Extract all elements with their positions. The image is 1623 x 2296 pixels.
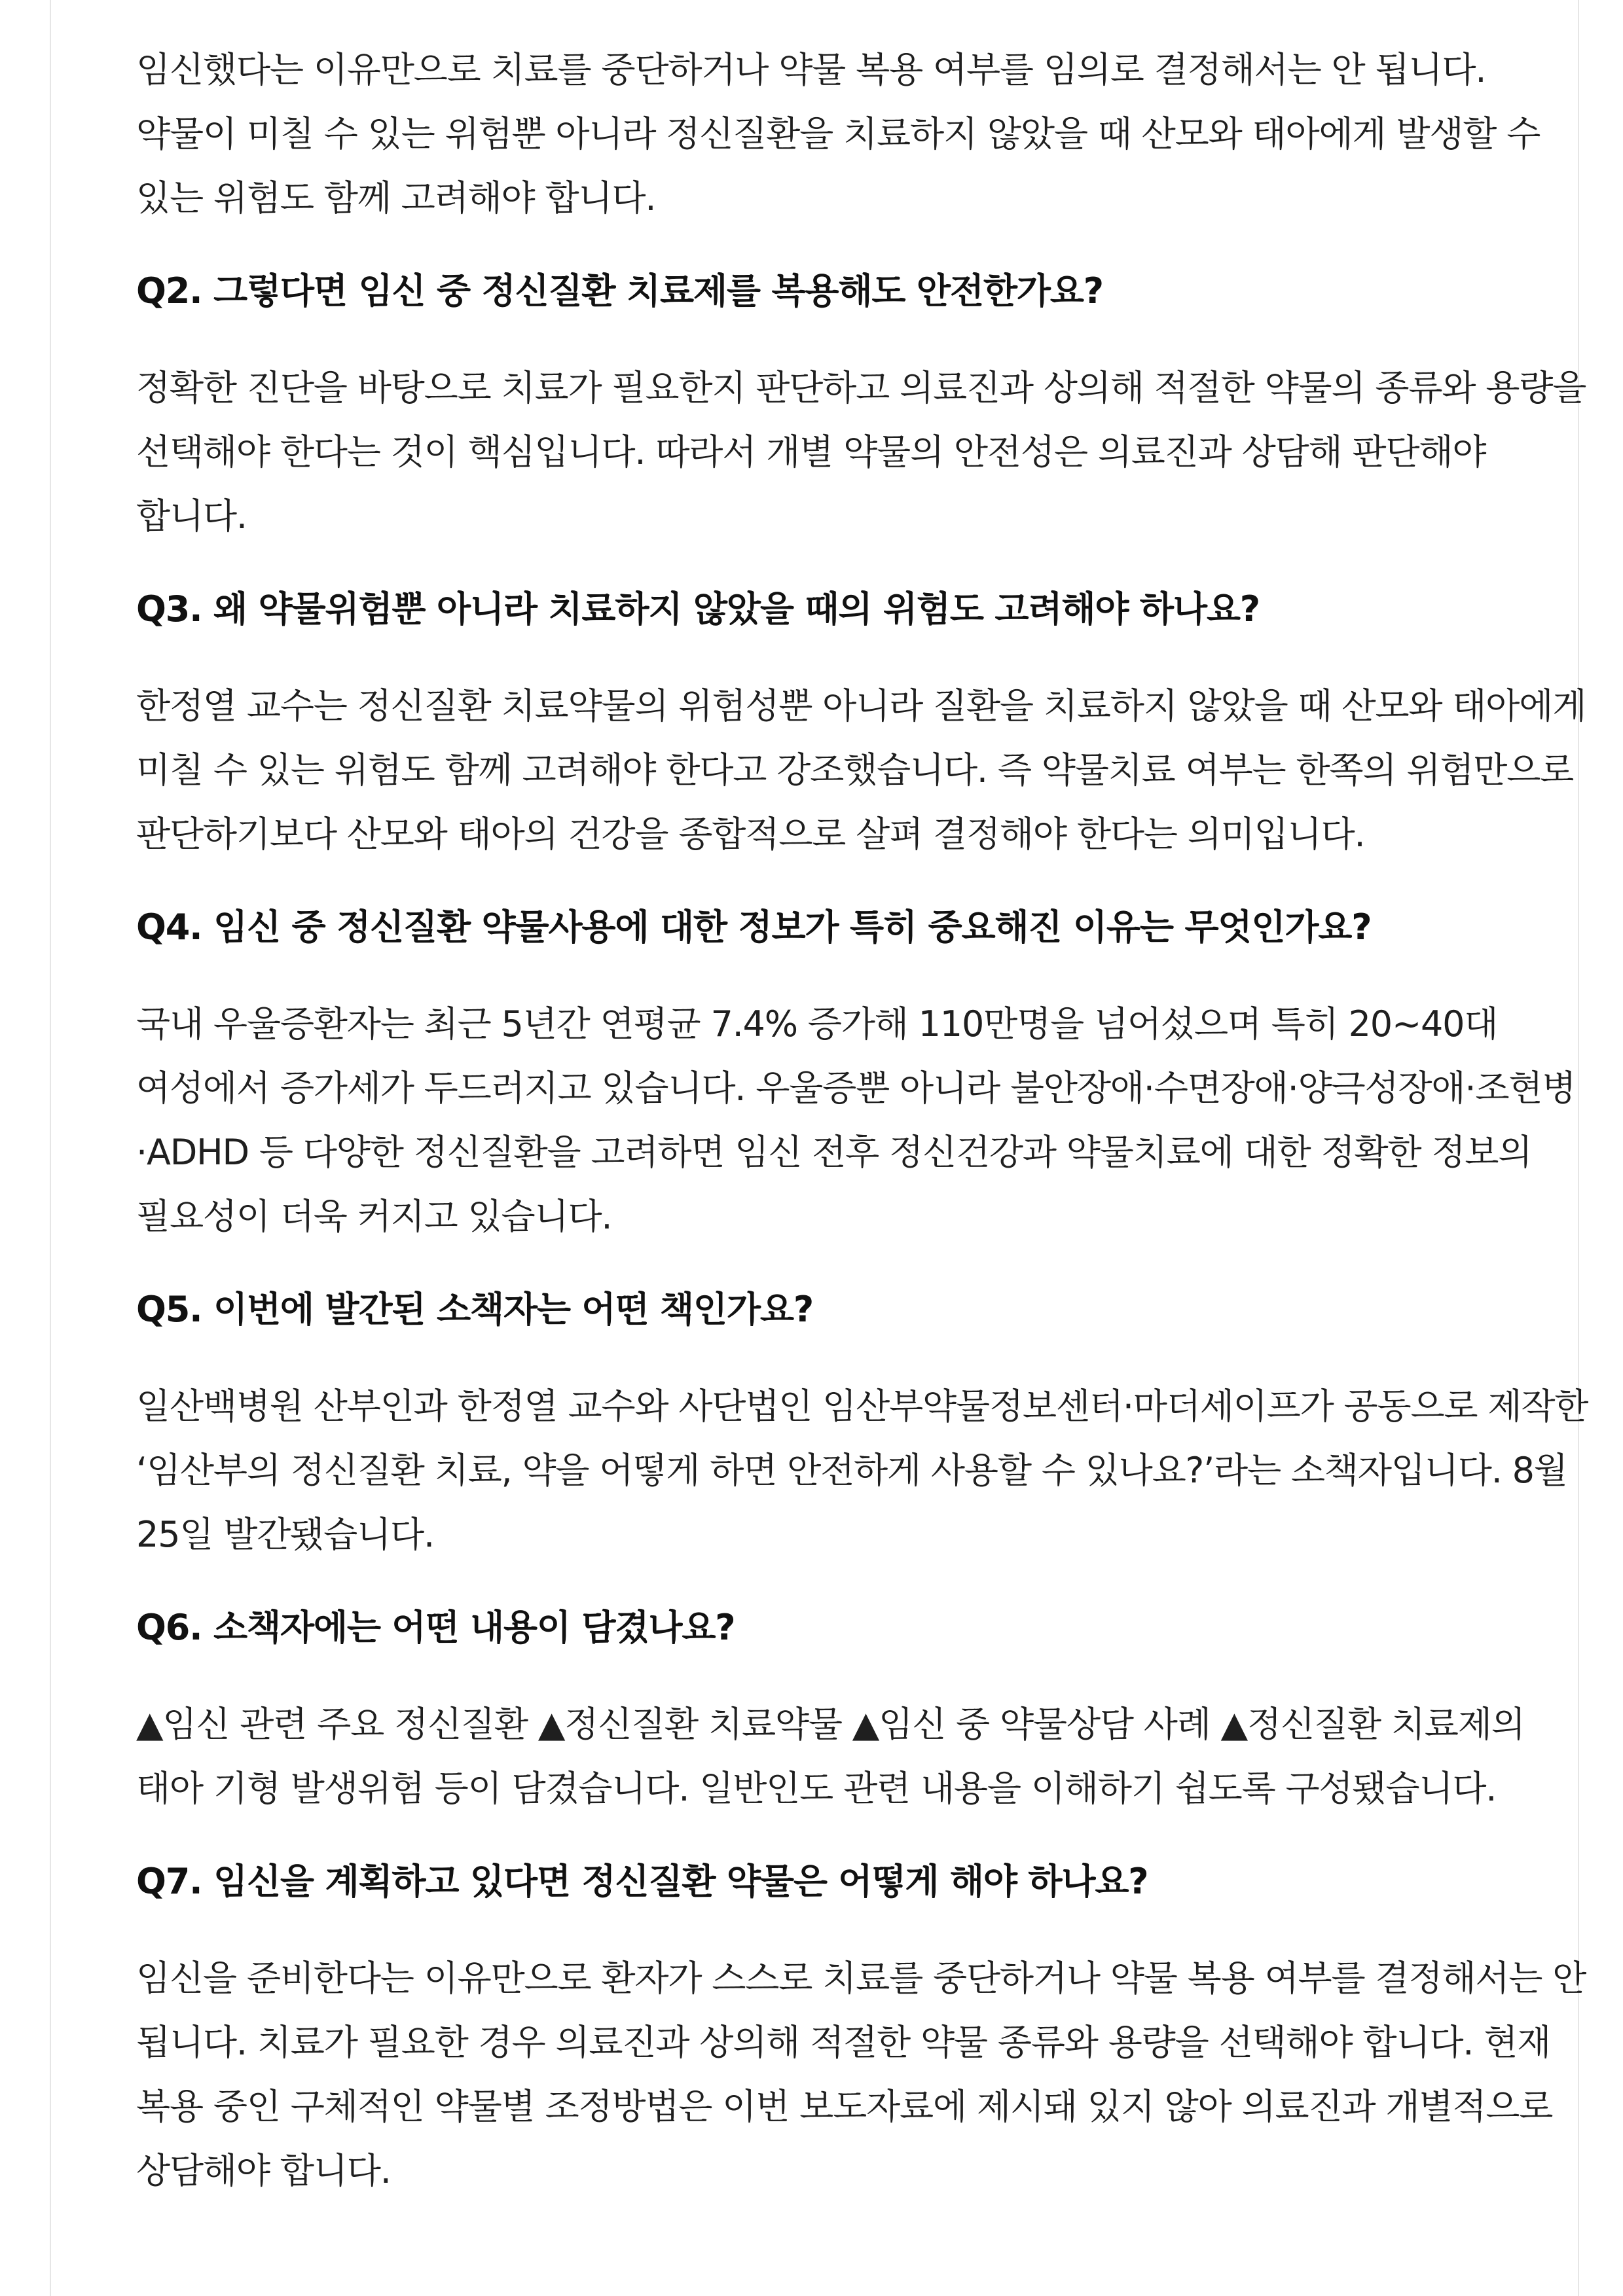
article-body bbox=[136, 38, 1596, 2203]
answer-q3: 한정열 교수는 정신질환 치료약물의 위험성뿐 아니라 질환을 치료하지 않았을 때 산모와 태아에게 미칠 수 있는 위험도 함께 고려해야 한다고 강조했습니다. 즉 약물치료 여부는 한쪽의 위험만으로 판단하기보다 산모와 태아의 건강을 종합적으로 살펴 결정해야 한다는 의미입니다. bbox=[136, 685, 1586, 855]
intro-answer: 임신했다는 이유만으로 치료를 중단하거나 약물 복용 여부를 임의로 결정해서는 안 됩니다. 약물이 미칠 수 있는 위험뿐 아니라 정신질환을 치료하지 않았을 때 산모와 태아에게 발생할 수 있는 위험도 함께 고려해야 합니다. bbox=[136, 49, 1541, 219]
answer-q7: 임신을 준비한다는 이유만으로 환자가 스스로 치료를 중단하거나 약물 복용 여부를 결정해서는 안 됩니다. 치료가 필요한 경우 의료진과 상의해 적절한 약물 종류와 용량을 선택해야 합니다. 현재 복용 중인 구체적인 약물별 조정방법은 이번 보도자료에 제시돼 있지 않아 의료진과 개별적으로 상담해야 합니다. bbox=[136, 1958, 1586, 2191]
answer-q4: 국내 우울증환자는 최근 5년간 연평균 7.4% 증가해 110만명을 넘어섰으며 특히 20~40대 여성에서 증가세가 두드러지고 있습니다. 우울증뿐 아니라 불안장애·수면장애·양극성장애·조현병·ADHD 등 다양한 정신질환을 고려하면 임신 전후 정신건강과 약물치료에 대한 정확한 정보의 필요성이 더욱 커지고 있습니다. bbox=[136, 1003, 1576, 1237]
answer-q5: 일산백병원 산부인과 한정열 교수와 사단법인 임산부약물정보센터·마더세이프가 공동으로 제작한 ‘임산부의 정신질환 치료, 약을 어떻게 하면 안전하게 사용할 수 있나요?’라는 소책자입니다. 8월 25일 발간됐습니다. bbox=[136, 1386, 1588, 1555]
question-q2: Q2. 그렇다면 임신 중 정신질환 치료제를 복용해도 안전한가요? bbox=[136, 270, 1103, 312]
article-card bbox=[50, 0, 1588, 2296]
question-q7: Q7. 임신을 계획하고 있다면 정신질환 약물은 어떻게 해야 하나요? bbox=[136, 1861, 1148, 1902]
question-q5: Q5. 이번에 발간된 소책자는 어떤 책인가요? bbox=[136, 1289, 813, 1330]
answer-q6: ▲임신 관련 주요 정신질환 ▲정신질환 치료약물 ▲임신 중 약물상담 사례 ▲정신질환 치료제의 태아 기형 발생위험 등이 담겼습니다. 일반인도 관련 내용을 이해하기 쉽도록 구성됐습니다. bbox=[136, 1704, 1525, 1809]
question-q4: Q4. 임신 중 정신질환 약물사용에 대한 정보가 특히 중요해진 이유는 무엇인가요? bbox=[136, 906, 1372, 948]
question-q6: Q6. 소책자에는 어떤 내용이 담겼나요? bbox=[136, 1607, 735, 1648]
answer-q2: 정확한 진단을 바탕으로 치료가 필요한지 판단하고 의료진과 상의해 적절한 약물의 종류와 용량을 선택해야 한다는 것이 핵심입니다. 따라서 개별 약물의 안전성은 의료진과 상담해 판단해야 합니다. bbox=[136, 367, 1586, 537]
question-q3: Q3. 왜 약물위험뿐 아니라 치료하지 않았을 때의 위험도 고려해야 하나요? bbox=[136, 588, 1260, 630]
